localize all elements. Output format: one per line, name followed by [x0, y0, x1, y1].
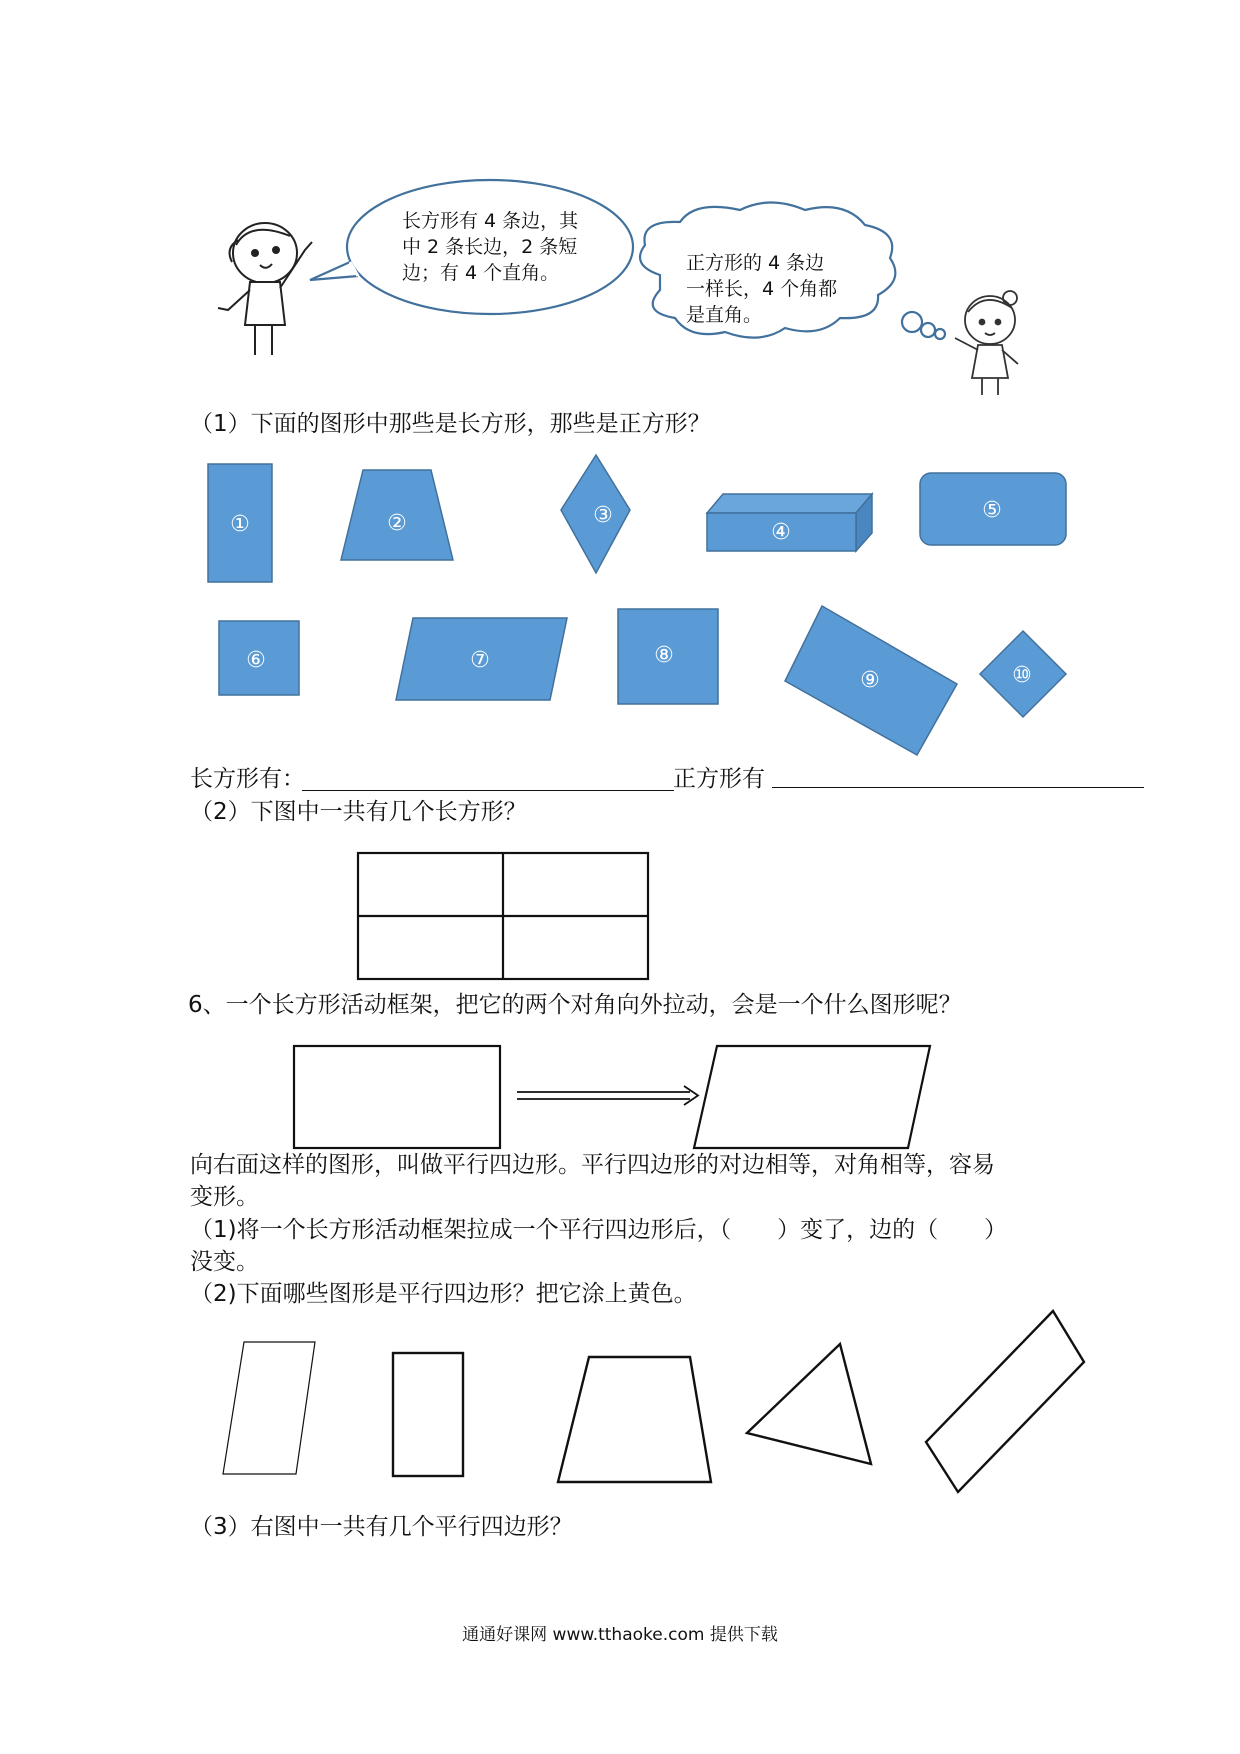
shape-7-label: ⑦: [470, 648, 490, 673]
bubble-left-line-3: 边；有 4 个直角。: [402, 262, 560, 284]
bubble-right-line-3: 是直角。: [686, 304, 763, 326]
outline-parallelogram-2: [926, 1311, 1084, 1492]
bubble-left-line-2: 中 2 条长边，2 条短: [402, 236, 578, 258]
outline-triangle: [747, 1344, 871, 1464]
outline-trapezoid: [558, 1357, 711, 1482]
q6-title: 6、一个长方形活动框架，把它的两个对角向外拉动，会是一个什么图形呢？: [188, 992, 962, 1018]
shape-2-label: ②: [387, 511, 407, 536]
shape-3-label: ③: [593, 503, 613, 528]
q6-sub2: （2)下面哪些图形是平行四边形？把它涂上黄色。: [190, 1281, 697, 1307]
q6-sub3: （3）右图中一共有几个平行四边形？: [190, 1514, 573, 1540]
shape-10-label: ⑩: [1012, 663, 1032, 688]
shape-9-label: ⑨: [860, 668, 880, 693]
q6-desc-line-2: 变形。: [190, 1184, 259, 1210]
q6-sub2-shapes: [0, 1300, 1240, 1510]
shape-1-label: ①: [230, 512, 250, 537]
girl-left-illustration: [218, 223, 312, 355]
answer-rect-label: 长方形有：: [190, 766, 305, 792]
bubble-right-line-1: 正方形的 4 条边: [686, 252, 825, 274]
outline-rectangle: [393, 1353, 463, 1476]
q6-sub1-line-1: （1)将一个长方形活动框架拉成一个平行四边形后，（ ）变了，边的（ ）: [190, 1217, 1008, 1243]
shape-6-label: ⑥: [246, 648, 266, 673]
q1-question: （1）下面的图形中那些是长方形，那些是正方形？: [190, 411, 711, 437]
bubble-right-line-2: 一样长，4 个角都: [686, 278, 838, 300]
shape-4-label: ④: [771, 520, 791, 545]
shape-8-label: ⑧: [654, 643, 674, 668]
q6-desc-line-1: 向右面这样的图形，叫做平行四边形。平行四边形的对边相等，对角相等，容易: [190, 1152, 995, 1178]
q6-transform-figure: [280, 1040, 940, 1155]
arrow-right-icon: [517, 1086, 698, 1105]
q1-shapes: [0, 450, 1240, 780]
girl-right-illustration: [955, 291, 1018, 395]
answer-rect-blank[interactable]: [302, 790, 674, 791]
shape-5-label: ⑤: [982, 498, 1002, 523]
q2-grid-figure: [355, 850, 655, 985]
answer-square-blank[interactable]: [772, 787, 1144, 788]
intro-illustration: [0, 150, 1240, 410]
q2-question: （2）下图中一共有几个长方形？: [190, 799, 527, 825]
answer-square-label: 正方形有: [673, 766, 765, 792]
outline-parallelogram-1: [223, 1342, 315, 1474]
bubble-left-line-1: 长方形有 4 条边，其: [402, 210, 579, 232]
footer-credit: 通通好课网 www.tthaoke.com 提供下载: [462, 1625, 778, 1645]
q6-sub1-line-2: 没变。: [190, 1249, 259, 1275]
